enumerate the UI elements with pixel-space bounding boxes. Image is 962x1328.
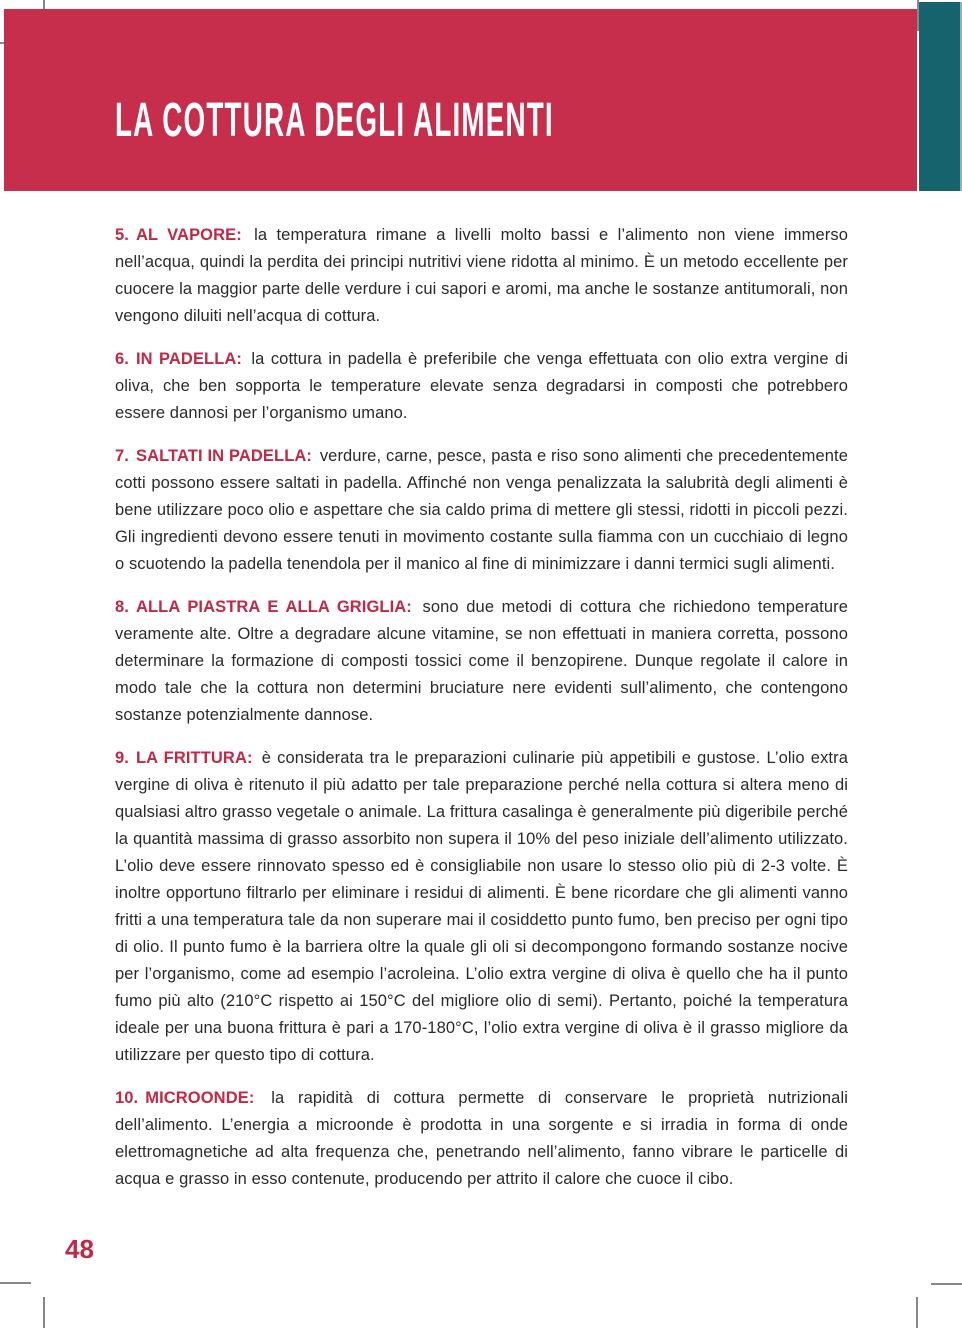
paragraph-body: sono due metodi di cottura che richiedono temperature veramente alte. Oltre a degradare alcune vitamine, se non effettuati in maniera corretta, possono determinare la formazione di composti tossici come il benzopirene. Dunque regolate il calore in modo tale che la cottura non determini bruciature nere evidenti sull’alimento, che contengono sostanze potenzialmente dannose. bbox=[115, 598, 848, 724]
paragraph-body: la rapidità di cottura permette di conservare le proprietà nutrizionali dell’alimento. L’energia a microonde è prodotta in una sorgente e si irradia in forma di onde elettromagnetiche ad alta frequenza che, penetrando nell’alimento, fanno vibrare le particelle di acqua e grasso in esso contenute, producendo per attrito il calore che cuoce il cibo. bbox=[115, 1089, 848, 1188]
paragraph-body: verdure, carne, pesce, pasta e riso sono alimenti che precedentemente cotti possono essere saltati in padella. Affinché non venga penalizzata la salubrità degli alimenti è bene utilizzare poco olio e aspettare che sia caldo prima di mettere gli stessi, ridotti in piccoli pezzi. Gli ingredienti devono essere tenuti in movimento costante sulla fiamma con un cucchiaio di legno o scuotendo la padella tenendola per il manico al fine di minimizzare i danni termici sugli alimenti. bbox=[115, 447, 848, 573]
paragraph-body: la temperatura rimane a livelli molto bassi e l’alimento non viene immerso nell’acqua, quindi la perdita dei principi nutritivi viene ridotta al minimo. È un metodo eccellente per cuocere la maggior parte delle verdure i cui sapori e aromi, ma anche le sostanze antitumorali, non vengono diluiti nell’acqua di cottura. bbox=[115, 226, 848, 325]
paragraph-8-piastra-griglia bbox=[115, 594, 848, 729]
paragraph-label: ALLA PIASTRA E ALLA GRIGLIA: bbox=[135, 598, 412, 616]
paragraph-label: MICROONDE: bbox=[145, 1089, 255, 1107]
crop-mark-bottom-right-horizontal bbox=[931, 1283, 962, 1285]
paragraph-label: IN PADELLA: bbox=[135, 350, 243, 368]
body-text-column bbox=[115, 222, 848, 1209]
crop-mark-bottom-left-vertical bbox=[43, 1297, 45, 1328]
crop-mark-bottom-left-horizontal bbox=[0, 1282, 31, 1284]
paragraph-number: 7. bbox=[115, 447, 129, 465]
crop-mark-bottom-right-vertical bbox=[916, 1297, 918, 1328]
paragraph-6-in-padella bbox=[115, 346, 848, 427]
chapter-header-banner bbox=[4, 9, 917, 191]
page-number: 48 bbox=[65, 1234, 94, 1264]
paragraph-10-microonde bbox=[115, 1085, 848, 1193]
paragraph-body: la cottura in padella è preferibile che venga effettuata con olio extra vergine di oliva, che ben sopporta le temperature elevate senza degradarsi in composti che potrebbero essere dannosi per l’organismo umano. bbox=[115, 350, 849, 422]
paragraph-5-al-vapore bbox=[115, 222, 848, 330]
paragraph-number: 6. bbox=[115, 350, 129, 368]
paragraph-label: LA FRITTURA: bbox=[135, 749, 253, 767]
paragraph-9-la-frittura bbox=[115, 745, 848, 1069]
page-title: LA COTTURA DEGLI ALIMENTI bbox=[115, 94, 554, 147]
paragraph-number: 5. bbox=[115, 226, 129, 244]
paragraph-number: 10. bbox=[115, 1089, 139, 1107]
paragraph-number: 9. bbox=[115, 749, 129, 767]
paragraph-label: SALTATI IN PADELLA: bbox=[135, 447, 312, 465]
paragraph-label: AL VAPORE: bbox=[135, 226, 242, 244]
accent-bar bbox=[919, 2, 962, 191]
paragraph-number: 8. bbox=[115, 598, 129, 616]
paragraph-7-saltati-in-padella bbox=[115, 443, 848, 578]
paragraph-body: è considerata tra le preparazioni culinarie più appetibili e gustose. L’olio extra vergine di oliva è ritenuto il più adatto per tale preparazione perché nella cottura si altera meno di qualsiasi altro grasso vegetale o animale. La frittura casalinga è generalmente più digeribile perché la quantità massima di grasso assorbito non supera il 10% del peso iniziale dell’alimento utilizzato. L’olio deve essere rinnovato spesso ed è consigliabile non usare lo stesso olio più di 2-3 volte. È inoltre opportuno filtrarlo per eliminare i residui di alimenti. È bene ricordare che gli alimenti vanno fritti a una temperatura tale da non superare mai il cosiddetto punto fumo, ben preciso per ogni tipo di olio. Il punto fumo è la barriera oltre la quale gli oli si decompongono formando sostanze nocive per l’organismo, come ad esempio l’acroleina. L’olio extra vergine di oliva è quello che ha il punto fumo più alto (210°C rispetto ai 150°C del migliore olio di semi). Pertanto, poiché la temperatura ideale per una buona frittura è pari a 170-180°C, l’olio extra vergine di oliva è il grasso migliore da utilizzare per questo tipo di cottura. bbox=[115, 749, 848, 1064]
